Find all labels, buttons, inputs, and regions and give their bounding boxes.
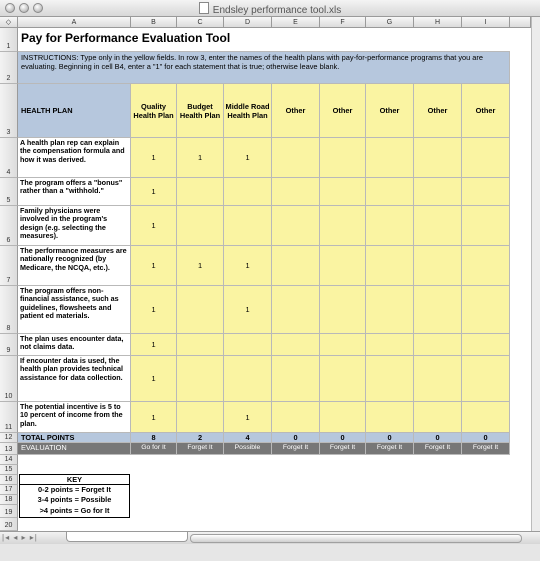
score-cell[interactable] (414, 356, 462, 402)
row-header-14[interactable]: 14 (0, 455, 18, 465)
total-points-cell[interactable]: 8 (131, 433, 177, 443)
window-title: Endsley performance tool.xls (212, 5, 342, 16)
row-header-12[interactable]: 12 (0, 433, 18, 443)
row-header-8[interactable]: 8 (0, 286, 18, 334)
score-cell[interactable] (366, 178, 414, 206)
column-header-a[interactable]: A (18, 17, 131, 28)
key-line[interactable]: 3-4 points = Possible (37, 495, 112, 504)
score-cell[interactable] (272, 246, 320, 286)
score-cell[interactable] (224, 334, 272, 356)
window-bottom-strip (0, 544, 540, 561)
column-header-e[interactable]: E (272, 17, 320, 28)
row-header-3[interactable]: 3 (0, 84, 18, 138)
score-cell[interactable] (224, 206, 272, 246)
row-header-1[interactable]: 1 (0, 28, 18, 52)
column-header-f[interactable]: F (320, 17, 366, 28)
score-cell[interactable]: 1 (131, 286, 177, 334)
row-header-6[interactable]: 6 (0, 206, 18, 246)
score-cell[interactable] (320, 246, 366, 286)
score-cell[interactable] (272, 286, 320, 334)
score-cell[interactable] (462, 286, 510, 334)
score-cell[interactable]: 1 (224, 402, 272, 433)
evaluation-cell[interactable]: Possible (224, 443, 272, 455)
score-cell[interactable]: 1 (131, 356, 177, 402)
score-cell[interactable] (414, 334, 462, 356)
window-titlebar (0, 0, 540, 17)
score-cell[interactable] (366, 334, 414, 356)
vertical-scrollbar[interactable] (531, 17, 540, 531)
row-header-5[interactable]: 5 (0, 178, 18, 206)
total-points-cell[interactable]: 4 (224, 433, 272, 443)
plan-name-cell[interactable]: Other (414, 84, 462, 138)
row-header-10[interactable]: 10 (0, 356, 18, 402)
score-cell[interactable] (462, 402, 510, 433)
score-cell[interactable]: 1 (131, 334, 177, 356)
document-icon (199, 2, 209, 14)
score-cell[interactable] (224, 356, 272, 402)
score-cell[interactable] (320, 334, 366, 356)
column-header-d[interactable]: D (224, 17, 272, 28)
column-header-h[interactable]: H (414, 17, 462, 28)
sheet-nav-arrows-icon[interactable]: |◂ ◂ ▸ ▸| (2, 533, 38, 542)
total-points-cell[interactable]: 0 (366, 433, 414, 443)
evaluation-cell[interactable]: Forget It (414, 443, 462, 455)
column-header-i[interactable]: I (462, 17, 510, 28)
score-cell[interactable] (462, 178, 510, 206)
select-all-corner[interactable]: ◇ (0, 17, 18, 28)
score-cell[interactable] (462, 246, 510, 286)
score-cell[interactable] (320, 138, 366, 178)
evaluation-cell[interactable]: Go for It (131, 443, 177, 455)
score-cell[interactable]: 1 (131, 246, 177, 286)
scroll-thumb[interactable] (190, 534, 522, 543)
row-header-16[interactable]: 16 (0, 475, 18, 485)
score-cell[interactable] (414, 402, 462, 433)
plan-name-cell[interactable]: Quality Health Plan (131, 84, 177, 138)
score-cell[interactable] (272, 206, 320, 246)
evaluation-cell[interactable]: Forget It (177, 443, 224, 455)
horizontal-scrollbar[interactable] (0, 531, 540, 544)
score-cell[interactable] (177, 356, 224, 402)
score-cell[interactable] (177, 178, 224, 206)
key-line[interactable]: >4 points = Go for It (39, 506, 110, 515)
score-cell[interactable] (272, 356, 320, 402)
statement-cell[interactable]: The performance measures are nationally recognized (by Medicare, the NCQA, etc.). (18, 246, 131, 286)
row-header-13[interactable]: 13 (0, 443, 18, 455)
score-cell[interactable] (366, 286, 414, 334)
score-cell[interactable]: 1 (131, 138, 177, 178)
statement-cell[interactable]: If encounter data is used, the health plan provides technical assistance for data collection. (18, 356, 131, 402)
total-points-label[interactable]: TOTAL POINTS (18, 433, 131, 443)
score-cell[interactable]: 1 (177, 246, 224, 286)
score-cell[interactable] (272, 334, 320, 356)
score-cell[interactable] (414, 138, 462, 178)
plan-name-cell[interactable]: Other (272, 84, 320, 138)
row-header-7[interactable]: 7 (0, 246, 18, 286)
evaluation-cell[interactable]: Forget It (272, 443, 320, 455)
plan-name-cell[interactable]: Other (320, 84, 366, 138)
window-title-container (0, 2, 540, 16)
column-header-c[interactable]: C (177, 17, 224, 28)
score-cell[interactable] (462, 356, 510, 402)
column-header-b[interactable]: B (131, 17, 177, 28)
score-cell[interactable] (366, 356, 414, 402)
row-header-19[interactable]: 19 (0, 505, 18, 518)
score-cell[interactable] (320, 286, 366, 334)
score-cell[interactable]: 1 (224, 138, 272, 178)
score-cell[interactable] (414, 206, 462, 246)
evaluation-cell[interactable]: Forget It (462, 443, 510, 455)
score-cell[interactable]: 1 (131, 402, 177, 433)
score-cell[interactable] (177, 334, 224, 356)
score-cell[interactable]: 1 (177, 138, 224, 178)
total-points-cell[interactable]: 0 (320, 433, 366, 443)
score-cell[interactable] (320, 206, 366, 246)
score-cell[interactable] (414, 178, 462, 206)
score-cell[interactable] (414, 246, 462, 286)
sheet-title[interactable]: Pay for Performance Evaluation Tool (18, 28, 510, 52)
evaluation-label[interactable]: EVALUATION (18, 443, 131, 455)
score-cell[interactable] (366, 206, 414, 246)
score-cell[interactable]: 1 (131, 178, 177, 206)
score-cell[interactable] (320, 356, 366, 402)
total-points-cell[interactable]: 2 (177, 433, 224, 443)
row-header-11[interactable]: 11 (0, 402, 18, 433)
score-cell[interactable] (414, 286, 462, 334)
score-cell[interactable] (462, 334, 510, 356)
sheet-tab[interactable] (66, 532, 188, 542)
plan-name-cell[interactable]: Budget Health Plan (177, 84, 224, 138)
total-points-cell[interactable]: 0 (272, 433, 320, 443)
key-line[interactable]: 0-2 points = Forget It (38, 485, 111, 494)
row-header-4[interactable]: 4 (0, 138, 18, 178)
statement-cell[interactable]: The plan uses encounter data, not claims data. (18, 334, 131, 356)
score-cell[interactable] (272, 138, 320, 178)
column-header-blank (510, 17, 531, 28)
column-header-g[interactable]: G (366, 17, 414, 28)
score-cell[interactable] (462, 138, 510, 178)
score-cell[interactable]: 1 (224, 286, 272, 334)
score-cell[interactable] (366, 402, 414, 433)
row-header-9[interactable]: 9 (0, 334, 18, 356)
statement-cell[interactable]: The potential incentive is 5 to 10 percent of income from the plan. (18, 402, 131, 433)
plan-name-cell[interactable]: Other (462, 84, 510, 138)
score-cell[interactable] (462, 206, 510, 246)
key-title[interactable]: KEY (66, 475, 83, 484)
health-plan-header[interactable]: HEALTH PLAN (18, 84, 131, 138)
total-points-cell[interactable]: 0 (462, 433, 510, 443)
evaluation-cell[interactable]: Forget It (320, 443, 366, 455)
score-cell[interactable]: 1 (224, 246, 272, 286)
score-cell[interactable] (272, 402, 320, 433)
statement-cell[interactable]: Family physicians were involved in the program's design (e.g. selecting the measures). (18, 206, 131, 246)
score-cell[interactable] (320, 402, 366, 433)
total-points-cell[interactable]: 0 (414, 433, 462, 443)
row-header-2[interactable]: 2 (0, 52, 18, 84)
score-cell[interactable] (272, 178, 320, 206)
statement-cell[interactable]: The program offers a "bonus" rather than a "withhold." (18, 178, 131, 206)
score-cell[interactable] (177, 286, 224, 334)
row-header-20[interactable]: 20 (0, 518, 18, 531)
score-cell[interactable] (320, 178, 366, 206)
score-cell[interactable] (224, 178, 272, 206)
plan-name-cell[interactable]: Middle Road Health Plan (224, 84, 272, 138)
evaluation-cell[interactable]: Forget It (366, 443, 414, 455)
score-cell[interactable] (177, 402, 224, 433)
statement-cell[interactable]: A health plan rep can explain the compensation formula and how it was derived. (18, 138, 131, 178)
score-cell[interactable] (366, 138, 414, 178)
score-cell[interactable] (366, 246, 414, 286)
score-cell[interactable]: 1 (131, 206, 177, 246)
row-header-18[interactable]: 18 (0, 495, 18, 505)
instructions-cell[interactable]: INSTRUCTIONS: Type only in the yellow fields. In row 3, enter the names of the health plans with pay-for-performance programs that you are evaluating. Beginning in cell B4, enter a "1" for each statement that is true; otherwise leave blank. (18, 52, 510, 84)
score-cell[interactable] (177, 206, 224, 246)
statement-cell[interactable]: The program offers non-financial assistance, such as guidelines, flowsheets and patient ed materials. (18, 286, 131, 334)
row-header-17[interactable]: 17 (0, 485, 18, 495)
row-header-15[interactable]: 15 (0, 465, 18, 475)
plan-name-cell[interactable]: Other (366, 84, 414, 138)
